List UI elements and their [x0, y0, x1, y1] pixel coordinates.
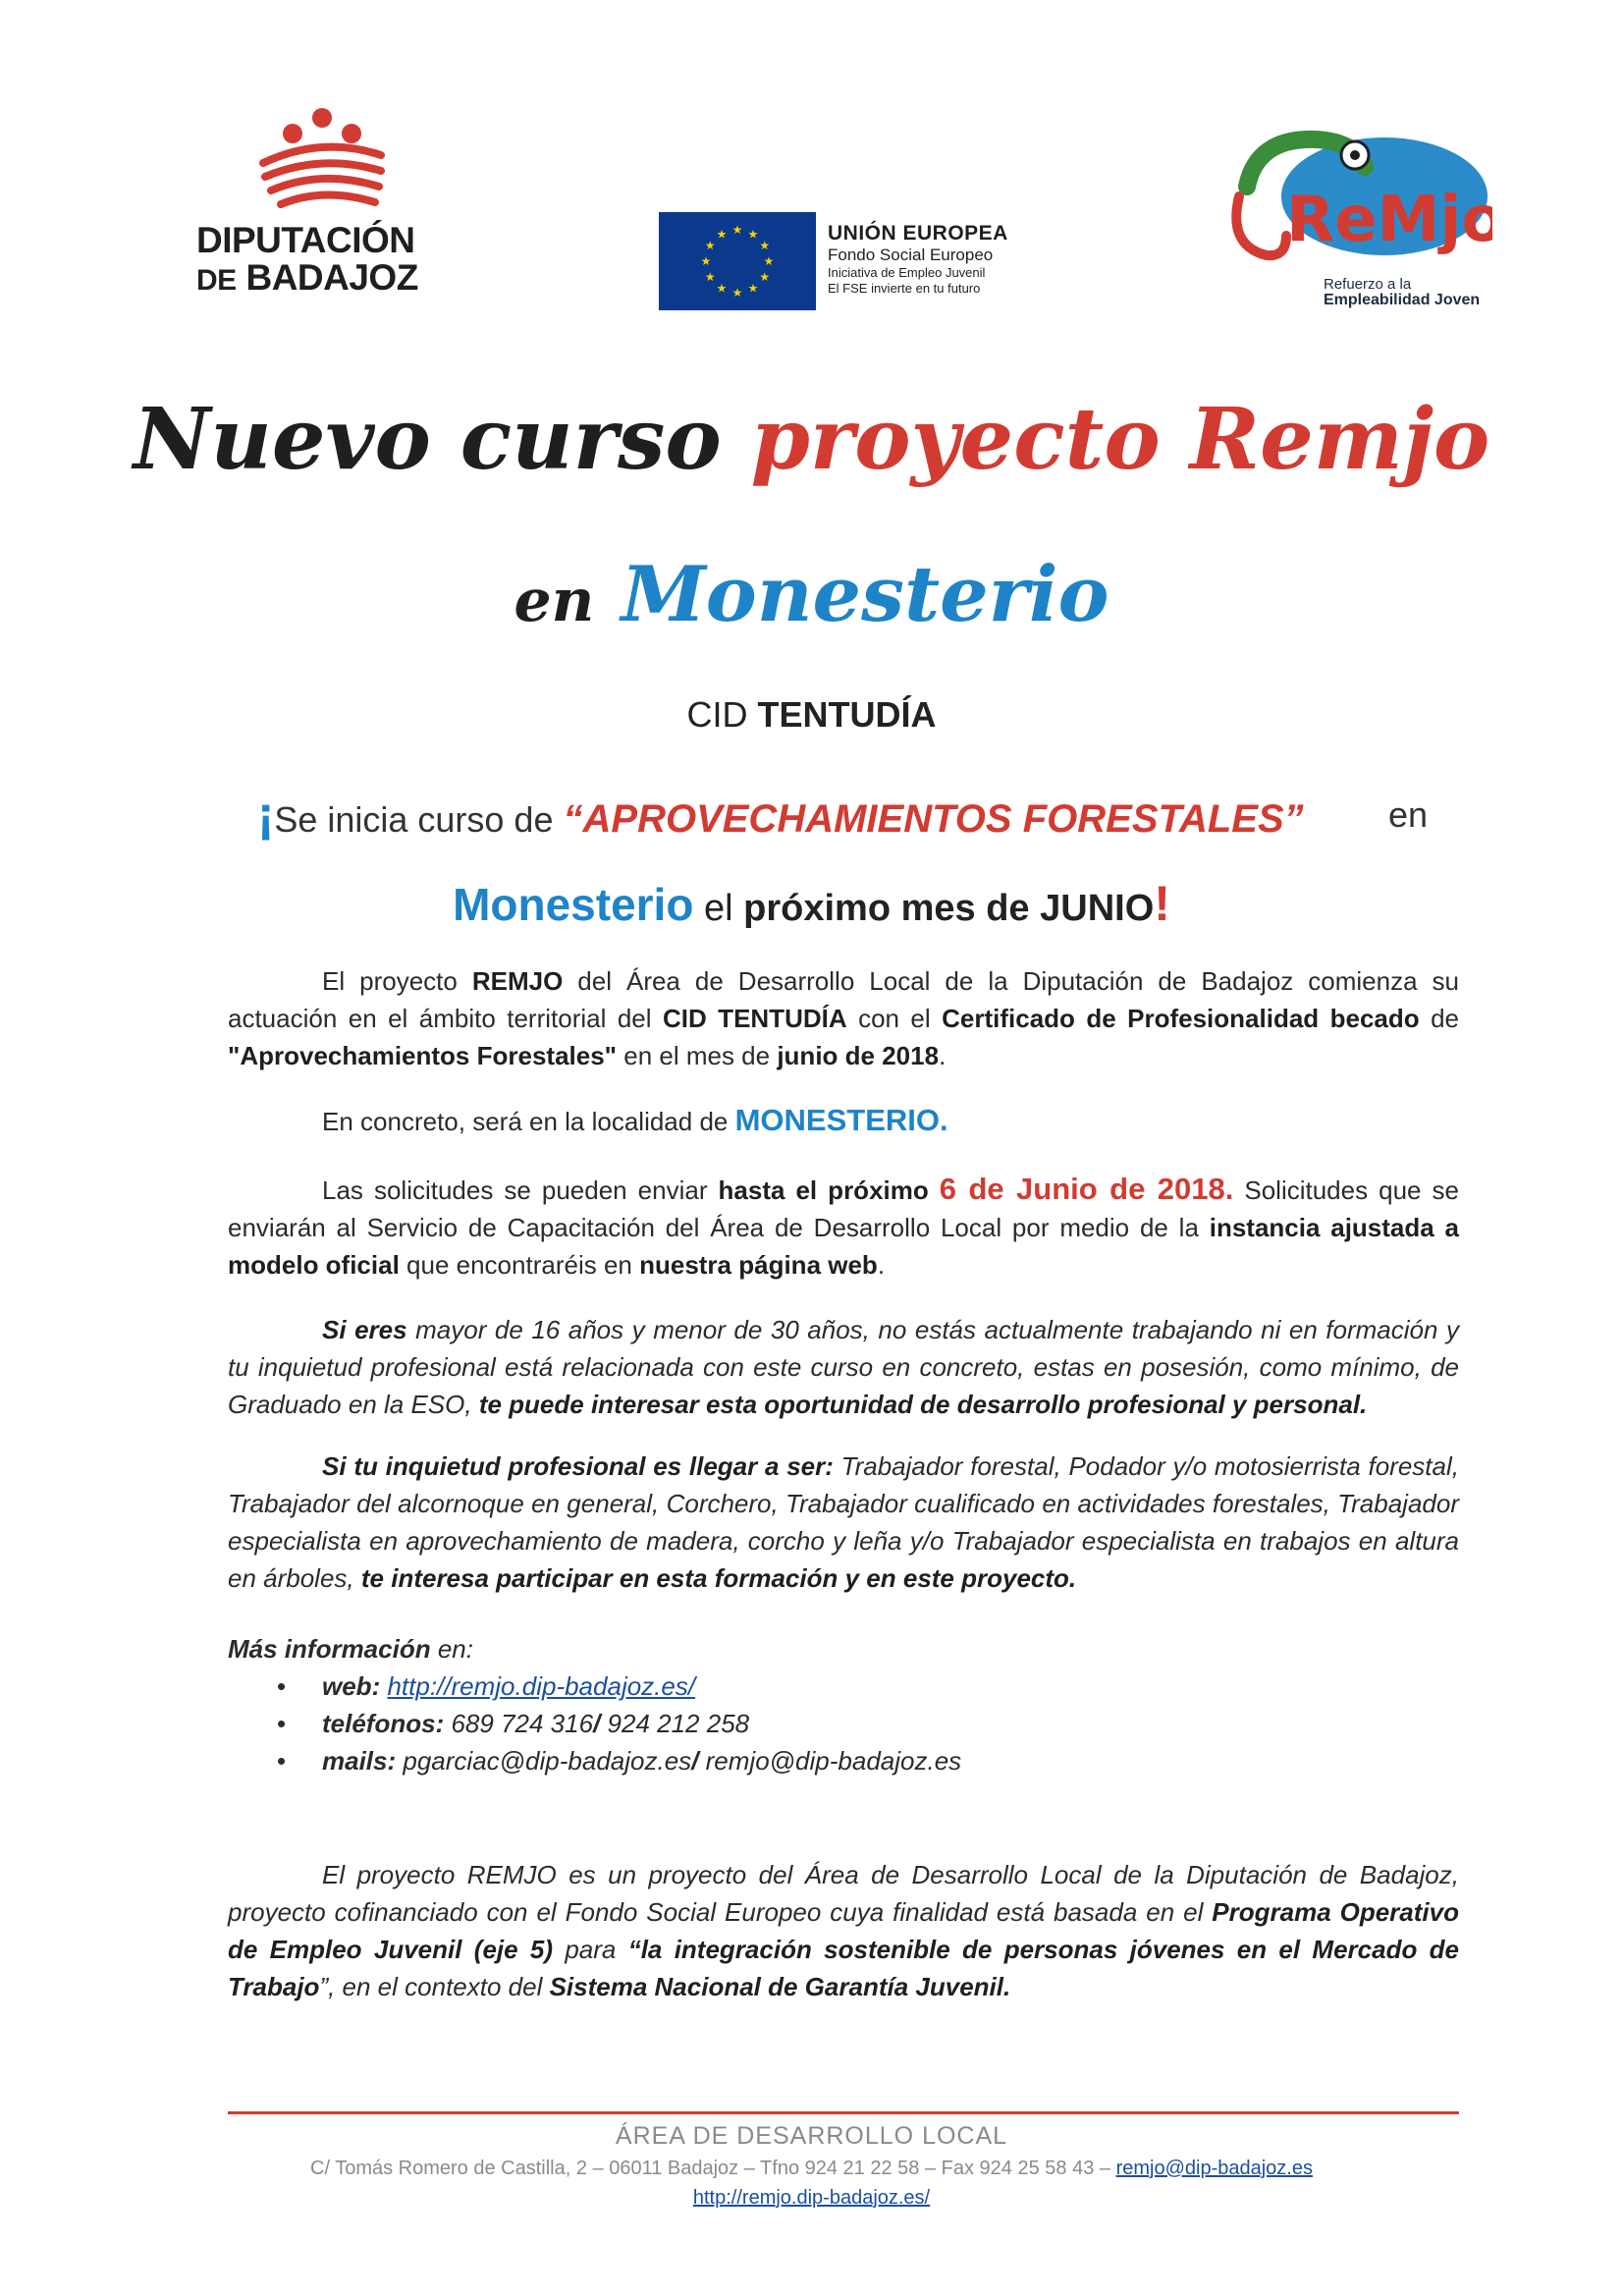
web-link[interactable]: http://remjo.dip-badajoz.es/ [387, 1671, 696, 1701]
main-subtitle [0, 548, 1623, 648]
footer-title: ÁREA DE DESARROLLO LOCAL [615, 2122, 1008, 2150]
eu-star-icon: ★ [716, 227, 728, 242]
eu-star-icon: ★ [704, 270, 716, 284]
more-info-heading: Más información en: [228, 1634, 473, 1664]
remjo-chameleon-icon [1217, 118, 1492, 275]
eu-star-icon: ★ [731, 286, 743, 300]
headline-text1: Se inicia curso de [274, 799, 554, 840]
paragraph-location: En concreto, será en la localidad de MONESTERIO. [322, 1103, 948, 1137]
remjo-subtitle [1324, 277, 1480, 308]
union-europea-logo [659, 212, 1052, 310]
headline-text4: próximo mes de JUNIO [743, 888, 1155, 929]
eu-star-icon: ★ [759, 270, 771, 284]
eu-star-icon: ★ [731, 223, 743, 237]
headline-close-exclamation: ! [1154, 876, 1170, 931]
location-monesterio: MONESTERIO. [734, 1103, 948, 1137]
headline-open-exclamation: ¡ [257, 787, 275, 844]
title-proyecto-remjo: proyecto Remjo [750, 390, 1490, 489]
footer-web-link[interactable]: http://remjo.dip-badajoz.es/ [692, 2187, 931, 2209]
footer-web [0, 2184, 1623, 2212]
dip-de: DE [196, 264, 237, 297]
headline-text2: en [1388, 794, 1429, 835]
more-info-section [228, 1630, 1459, 1779]
eu-slogan: El FSE invierte en tu futuro [828, 281, 981, 296]
title-nuevo-curso: Nuevo curso [133, 390, 722, 489]
dip-line2 [196, 259, 418, 300]
contact-list [228, 1667, 1459, 1779]
eu-star-icon: ★ [700, 254, 712, 268]
deadline-date: 6 de Junio de 2018. [939, 1172, 1234, 1206]
footer-email-link[interactable]: remjo@dip-badajoz.es [1115, 2158, 1313, 2179]
dip-line1: DIPUTACIÓN [196, 220, 415, 260]
headline-line2 [0, 876, 1623, 936]
cid-name: TENTUDÍA [757, 694, 937, 735]
eu-star-icon: ★ [763, 254, 775, 268]
paragraph-professions: Si tu inquietud profesional es llegar a ser: Trabajador forestal, Podador y/o motosierrista forestal, Trabajador del alcornoque en general, Corchero, Trabajador cualificado en actividades forestales, Trabajador especialista en aprovechamiento de madera, corcho y leña y/o Trabajador especialista en trabajos en altura en árboles, te interesa participar en esta formación y en este proyecto. [228, 1451, 1459, 1593]
diputacion-emblem-icon [253, 106, 391, 214]
eu-star-icon: ★ [704, 239, 716, 252]
eu-star-icon: ★ [747, 281, 759, 296]
eu-star-icon: ★ [716, 281, 728, 296]
footer-address [0, 2155, 1623, 2182]
remjo-sub1: Refuerzo a la [1324, 276, 1412, 293]
main-title [0, 391, 1623, 489]
eu-initiative: Iniciativa de Empleo Juvenil [828, 265, 986, 280]
paragraph-eligibility: Si eres mayor de 16 años y menor de 30 años, no estás actualmente trabajando ni en formación y tu inquietud profesional está relacionada con este curso en concreto, estas en posesión, como mínimo, de Graduado en la ESO, te puede interesar esta oportunidad de desarrollo profesional y personal. [228, 1315, 1459, 1419]
headline-course-name: “APROVECHAMIENTOS FORESTALES” [563, 797, 1304, 841]
eu-star-icon: ★ [747, 227, 759, 242]
diputacion-badajoz-logo [196, 106, 452, 302]
eu-fund: Fondo Social Europeo [828, 246, 994, 264]
remjo-logo-text: ReMjo [1286, 184, 1492, 256]
diputacion-wordmark [196, 222, 418, 300]
title-monesterio: Monesterio [621, 550, 1109, 639]
eu-title: UNIÓN EUROPEA [828, 222, 1008, 245]
remjo-logo [1217, 118, 1492, 319]
eu-star-icon: ★ [759, 239, 771, 252]
dip-badajoz: BADAJOZ [245, 257, 418, 298]
cid-heading [0, 693, 1623, 737]
paragraph-applications: Las solicitudes se pueden enviar hasta el próximo 6 de Junio de 2018. Solicitudes que se enviarán al Servicio de Capacitación del Área de Desarrollo Local por medio de la instancia ajustada a modelo oficial que encontraréis en nuestra página web. [228, 1172, 1459, 1280]
paragraph-intro: El proyecto REMJO del Área de Desarrollo Local de la Diputación de Badajoz comienza su actuación en el ámbito territorial del CID TENTUDÍA con el Certificado de Profesionalidad becado de "Aprovechamientos Forestales" en el mes de junio de 2018. [228, 966, 1459, 1070]
cid-prefix: CID [686, 694, 748, 735]
paragraph-project-description: El proyecto REMJO es un proyecto del Área de Desarrollo Local de la Diputación de Badajoz, proyecto cofinanciado con el Fondo Social Europeo cuya finalidad está basada en el Programa Operativo de Empleo Juvenil (eje 5) para “la integración sostenible de personas jóvenes en el Mercado de Trabajo”, en el contexto del Sistema Nacional de Garantía Juvenil. [228, 1860, 1459, 2001]
remjo-sub2: Empleabilidad Joven [1324, 292, 1481, 308]
contact-mails: • mails: pgarciac@dip-badajoz.es/ remjo@dip-badajoz.es [277, 1746, 962, 1776]
eu-flag-icon [659, 212, 816, 310]
footer-address-text: C/ Tomás Romero de Castilla, 2 – 06011 Badajoz – Tfno 924 21 22 58 – Fax 924 25 58 43 – [310, 2158, 1116, 2179]
contact-phones: • teléfonos: 689 724 316/ 924 212 258 [277, 1709, 750, 1738]
headline-text3: el [704, 888, 733, 929]
title-en: en [514, 567, 595, 635]
headline-line1 [257, 788, 1435, 847]
contact-web: • web: http://remjo.dip-badajoz.es/ [277, 1671, 696, 1701]
eu-text-block [828, 222, 1008, 297]
headline-place: Monesterio [453, 879, 694, 930]
footer-divider [228, 2111, 1459, 2114]
